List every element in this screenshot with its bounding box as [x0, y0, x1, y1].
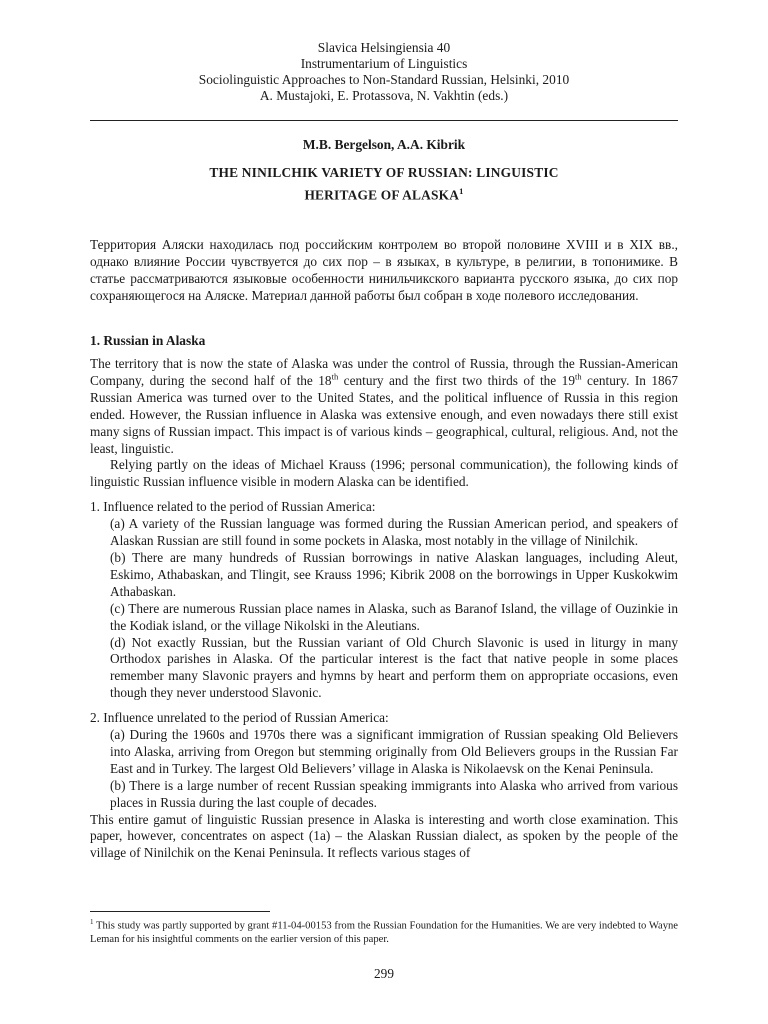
title-footnote-mark[interactable]: 1	[459, 186, 464, 196]
editors: A. Mustajoki, E. Protassova, N. Vakhtin (eds.)	[259, 88, 509, 103]
list-1-item-d: (d) Not exactly Russian, but the Russian variant of Old Church Slavonic is used in liturgy in many Orthodox parishes in Alaska. Of the particular interest is the fact that native people in some places remember many Slavonic prayers and hymns by heart and perform them on appropriate occasions, even though they never understood Slavonic.	[110, 634, 678, 701]
list-1-item-b: (b) There are many hundreds of Russian borrowings in native Alaskan languages, including Aleut, Eskimo, Athabaskan, and Tlingit, see Krauss 1996; Kibrik 2008 on the borrowings in Upper Kuskokwim Athabaskan.	[110, 549, 678, 599]
paragraph-1-part-a: The territory that is now the state of Alaska was under the control of Russia, through the Russian-American Company, during the second half of the 18	[90, 356, 678, 388]
paragraph-1-part-b: century and the first two thirds of the 19	[338, 372, 575, 388]
paragraph-1	[90, 356, 678, 457]
volume-title: Sociolinguistic Approaches to Non-Standard Russian, Helsinki, 2010	[198, 72, 570, 87]
section-body	[90, 356, 678, 862]
series-title: Slavica Helsingiensia 40	[317, 40, 451, 55]
list-1-item-c: (c) There are numerous Russian place names in Alaska, such as Baranof Island, the village of Ouzinkie in the Kodiak island, or the village Nikolski in the Aleutians.	[110, 600, 678, 633]
subseries-title: Instrumentarium of Linguistics	[300, 56, 468, 71]
ordinal-suffix: th	[574, 371, 582, 382]
header-divider	[90, 120, 678, 121]
title-line-1: THE NINILCHIK VARIETY OF RUSSIAN: LINGUISTIC	[209, 165, 559, 180]
paragraph-2: Relying partly on the ideas of Michael Krauss (1996; personal communication), the following kinds of linguistic Russian influence visible in modern Alaska can be identified.	[90, 457, 678, 490]
spacer	[90, 702, 678, 710]
footnote-divider	[90, 911, 270, 912]
russian-abstract: Территория Аляски находилась под российским контролем во второй половине XVIII и в XIX вв., однако влияние России чувствуется до сих пор – в языках, в культуре, в религии, в топонимике. В статье рассматриваются языковые особенности нинильчикского варианта русского языка, до сих пор сохраняющегося на Аляске. Материал данной работы был собран в ходе полевого исследования.	[90, 237, 678, 303]
title-line-2-text: HERITAGE OF ALASKA	[304, 187, 460, 203]
title-line-2	[90, 182, 678, 204]
footnote	[90, 916, 678, 947]
footnote-text: This study was partly supported by grant #11-04-00153 from the Russian Foundation for the Humanities. We are very indebted to Wayne Leman for his insightful comments on the earlier version of this paper.	[90, 920, 678, 946]
section-heading: 1. Russian in Alaska	[90, 333, 206, 348]
article-authors: M.B. Bergelson, A.A. Kibrik	[302, 137, 466, 152]
list-1-item-a: (a) A variety of the Russian language was formed during the Russian American period, and speakers of Alaskan Russian are still found in some pockets in Alaska, most notably in the village of Ninilchik.	[110, 516, 678, 549]
list-2-item-b: (b) There is a large number of recent Russian speaking immigrants into Alaska who arrived from various places in Russia during the last couple of decades.	[110, 777, 678, 810]
page-number: 299	[374, 966, 394, 981]
list-2-item-a: (a) During the 1960s and 1970s there was a significant immigration of Russian speaking Old Believers into Alaska, arriving from Oregon but stemming originally from Old Believers groups in the Russian Far East and in Turkey. The largest Old Believers’ village in Alaska is Nikolaevsk on the Kenai Peninsula.	[110, 727, 678, 776]
paragraph-3: This entire gamut of linguistic Russian presence in Alaska is interesting and worth close examination. This paper, however, concentrates on aspect (1a) – the Alaskan Russian dialect, as spoken by the people of the village of Ninilchik on the Kenai Peninsula. It reflects various stages of	[90, 811, 678, 861]
list-2-heading: 2. Influence unrelated to the period of Russian America:	[90, 710, 389, 726]
list-1-heading: 1. Influence related to the period of Russian America:	[90, 499, 376, 515]
spacer	[90, 491, 678, 499]
article-title	[90, 164, 678, 204]
running-header	[90, 40, 678, 104]
footnote-mark: 1	[90, 918, 94, 926]
paragraph-1-part-c: century. In 1867 Russian America was turned over to the United States, and the political influence of Russia in this region ended. However, the Russian influence in Alaska was extensive enough, and even nowadays there still exist many signs of Russian impact. This impact is of various kinds – geographical, cultural, religious. And, not the least, linguistic.	[90, 372, 678, 456]
ordinal-suffix: th	[331, 371, 339, 382]
